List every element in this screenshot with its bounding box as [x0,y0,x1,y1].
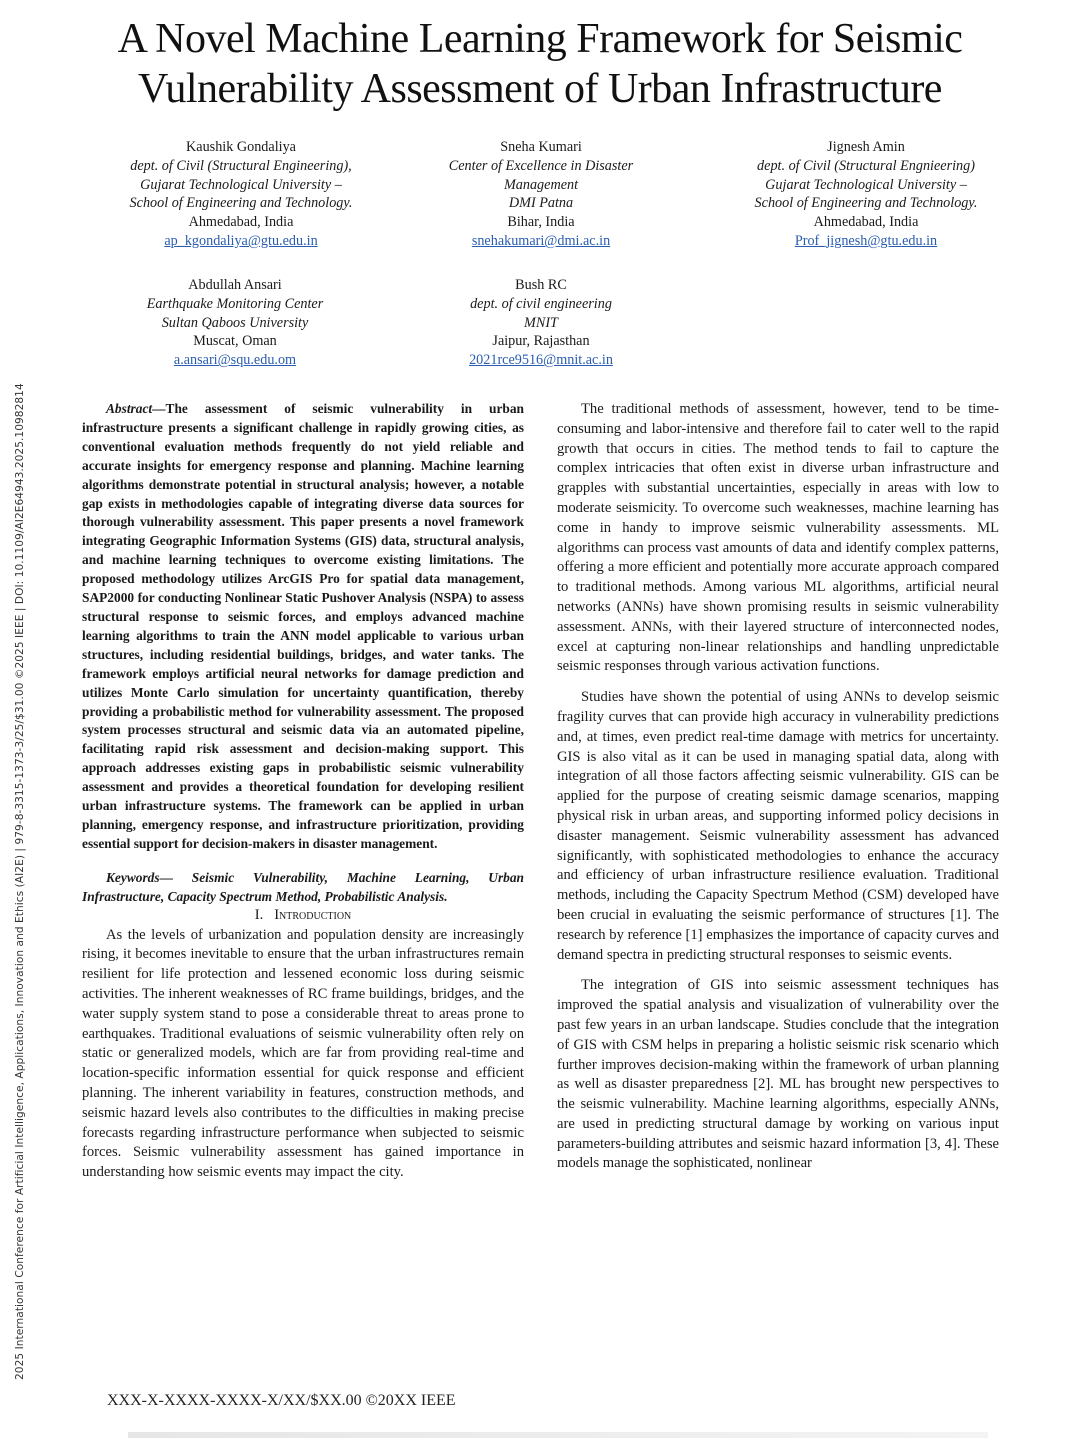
author-location: Ahmedabad, India [188,214,294,231]
author-email-link[interactable]: Prof_jignesh@gtu.edu.in [794,232,938,249]
keywords-paragraph [82,868,524,906]
body-paragraph: Studies have shown the potential of using ANNs to develop seismic fragility curves that can provide high accuracy in vulnerability predictions and, at times, even predict real-time damage with metrics for uncertainty. GIS is also vital as it can be used in managing spatial data, along with integration of all those factors affecting seismic vulnerability. GIS can be applied for the purpose of creating seismic damage scenarios, mapping physical risk in urban areas, and supporting informed policy decisions in disaster management. Seismic vulnerability assessment has advanced significantly, with sophisticated methodologies to enhance the accuracy and efficiency of urban infrastructure resilience evaluation. Traditional methods, including the Capacity Spectrum Method (CSM) developed have been crucial in evaluating the seismic performance of structures [1]. The research by reference [1] emphasizes the importance of capacity curves and demand spectra in predicting structural responses to seismic events. [557,689,999,963]
author-affiliation: School of Engineering and Technology. [754,195,978,212]
keywords-label: Keywords— [106,869,173,885]
author-location: Muscat, Oman [193,333,277,350]
author-name: Abdullah Ansari [188,277,282,293]
author-block [72,138,410,251]
side-doi-stamp: 2025 International Conference for Artificial Intelligence, Applications, Innovation and Ethics (AI2E) | 979-8-3315-1373-3/25/$31.00 ©2025 IEEE | DOI: 10.1109/AI2E64943.2025.10982814 [14,383,26,1380]
author-location: Jaipur, Rajasthan [492,333,590,350]
title-line-1: A Novel Machine Learning Framework for Seismic [117,16,963,62]
section-title: Introduction [274,906,352,923]
body-paragraph: The traditional methods of assessment, however, tend to be time-consuming and labor-intensive and therefore fail to cater well to the rapid growth that occurs in cities. The method tends to fail to capture the complex intricacies that often exist in diverse urban infrastructure and grapples with substantial uncertainties, especially in areas with low to moderate seismicity. To overcome such weaknesses, machine learning has come in handy to improve seismic vulnerability assessments. ML algorithms can process vast amounts of data and identify complex patterns, offering a more efficient and potentially more accurate approach compared to traditional methods. Among various ML algorithms, artificial neural networks (ANNs) have shown promising results in seismic vulnerability assessment. ANNs, with their layered structure of interconnected nodes, excel at capturing non-linear relationships and handling unpredictable seismic responses through various activation functions. [557,401,999,675]
author-affiliation: DMI Patna [508,195,574,212]
author-email-link[interactable]: a.ansari@squ.edu.om [173,352,297,369]
author-affiliation: dept. of civil engineering [470,295,612,312]
author-block [90,276,380,370]
title-line-2: Vulnerability Assessment of Urban Infrastructure [138,66,942,112]
right-column [557,400,999,1174]
author-affiliation: Gujarat Technological University – [765,176,967,193]
author-block [400,138,682,251]
author-affiliation: MNIT [524,314,558,331]
author-block [400,276,682,370]
author-affiliation: School of Engineering and Technology. [129,195,353,212]
abstract-paragraph [82,400,524,854]
left-column [82,400,524,1183]
author-affiliation: Earthquake Monitoring Center [146,295,324,312]
author-affiliation: Center of Excellence in Disaster [448,157,634,174]
author-affiliation: Gujarat Technological University – [140,176,342,193]
abstract-text: The assessment of seismic vulnerability in urban infrastructure presents a significant challenge in rapidly growing cities, as conventional evaluation methods frequently do not yield reliable and accurate insights for emergency response and planning. Machine learning algorithms demonstrate potential in structural analysis; however, a notable gap exists in methodologies capable of integrating diverse data sources for thorough vulnerability assessment. This paper presents a novel framework integrating Geographic Information Systems (GIS) data, structural analysis, and machine learning techniques to overcome existing limitations. The proposed methodology utilizes ArcGIS Pro for spatial data management, SAP2000 for conducting Nonlinear Static Pushover Analysis (NSPA) to assess structural response to seismic forces, and employs advanced machine learning algorithms to train the ANN model applicable to various urban structures, including residential buildings, bridges, and water tanks. The framework employs artificial neural networks for damage prediction and utilizes Monte Carlo simulation for uncertainty quantification, thereby providing a probabilistic method for vulnerability assessment. The proposed system processes structural and seismic data via an automated pipeline, facilitating rapid risk assessment and decision-making support. This approach addresses existing gaps in probabilistic seismic vulnerability assessment and provides a theoretical foundation for developing resilient urban infrastructure systems. The framework can be applied in urban planning, emergency response, and infrastructure prioritization, providing essential support for decision-makers in disaster management. [82,401,524,851]
footer-download-notice-faint [128,1432,988,1438]
author-name: Sneha Kumari [500,139,582,155]
body-paragraph: The integration of GIS into seismic assessment techniques has improved the spatial analysis and visualization of vulnerability over the past few years in an urban landscape. Studies conclude that the integration of GIS with CSM helps in preparing a holistic seismic risk scenario which further improves decision-making within the framework of urban planning as well as disaster preparedness [2]. ML has brought new perspectives to the seismic vulnerability. Machine learning algorithms, especially ANNs, are used in predicting structural damage by working on various input parameters-building attributes and seismic hazard information [3, 4]. These models manage the sophisticated, nonlinear [557,977,999,1172]
author-affiliation: Management [503,176,579,193]
section-heading-introduction [82,906,524,926]
author-affiliation: dept. of Civil (Structural Engineering), [130,157,352,174]
author-name: Bush RC [515,277,567,293]
abstract-label: Abstract— [106,401,166,416]
author-email-link[interactable]: ap_kgondaliya@gtu.edu.in [164,232,318,249]
author-email-link[interactable]: 2021rce9516@mnit.ac.in [469,352,613,369]
author-name: Kaushik Gondaliya [186,139,296,155]
section-number: I. [254,906,264,923]
author-affiliation: Sultan Qaboos University [161,314,309,331]
author-affiliation: dept. of Civil (Structural Engnieering) [757,157,975,174]
footer-copyright-code: XXX-X-XXXX-XXXX-X/XX/$XX.00 ©20XX IEEE [107,1392,456,1409]
paper-title [60,14,1020,114]
author-location: Bihar, India [507,214,575,231]
author-email-link[interactable]: snehakumari@dmi.ac.in [471,232,611,249]
keywords-text: Seismic Vulnerability, Machine Learning, Urban Infrastructure, Capacity Spectrum Method, Probabilistic Analysis. [82,869,524,904]
author-name: Jignesh Amin [827,139,905,155]
author-block [716,138,1016,251]
author-location: Ahmedabad, India [813,214,919,231]
body-paragraph: As the levels of urbanization and population density are increasingly rising, it becomes inevitable to ensure that the urban infrastructures remain resilient for life protection and lessened economic loss during seismic activities. The inherent weaknesses of RC frame buildings, bridges, and the water supply system stand to pose a considerable threat to areas prone to earthquakes. Traditional evaluations of seismic vulnerability often rely on static or generalized models, which are far from providing real-time and location-specific information essential for quick response and efficient planning. The inherent variability in features, construction methods, and seismic hazard levels also contributes to the difficulties in making precise forecasts regarding infrastructure performance when subjected to seismic forces. Seismic vulnerability assessment has gained importance in understanding how seismic events may impact the city. [82,926,524,1181]
